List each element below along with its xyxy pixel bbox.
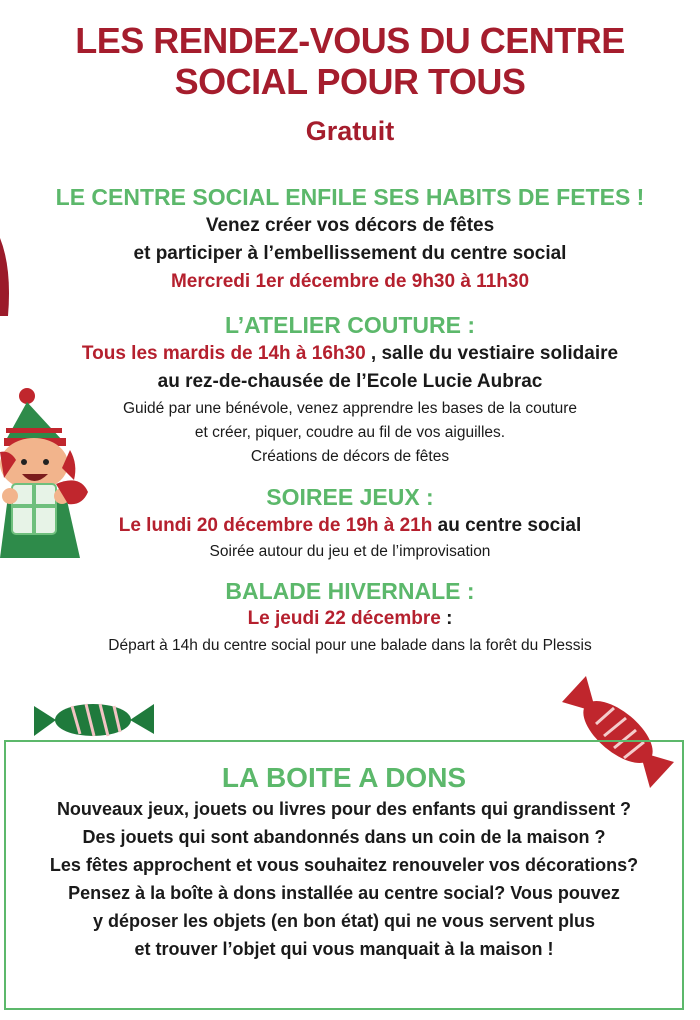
section1-line1: Venez créer vos décors de fêtes — [205, 215, 495, 236]
section3-location: au centre social — [432, 515, 582, 536]
section2-line1 — [0, 343, 700, 365]
section3-line1 — [0, 515, 700, 537]
page-title-line1: LES RENDEZ-VOUS DU CENTRE — [75, 20, 625, 61]
boite-a-dons-line: Les fêtes approchent et vous souhaitez renouveler vos décorations? — [49, 855, 639, 875]
section3-date: Le lundi 20 décembre de 19h à 21h — [118, 515, 433, 536]
boite-a-dons-line: Des jouets qui sont abandonnés dans un coin de la maison ? — [82, 827, 606, 847]
section2-desc2: et créer, piquer, coudre au fil de vos aiguilles. — [194, 424, 506, 441]
section3-desc1: Soirée autour du jeu et de l’improvisation — [209, 543, 491, 560]
page-title — [0, 20, 700, 102]
page-title-line2: SOCIAL POUR TOUS — [174, 61, 526, 102]
section2-desc1: Guidé par une bénévole, venez apprendre les bases de la couture — [122, 400, 578, 417]
boite-a-dons-box — [4, 740, 684, 1010]
section2-date: Tous les mardis de 14h à 16h30 — [81, 343, 366, 364]
section4-date: Le jeudi 22 décembre — [247, 608, 441, 629]
section-title-atelier-couture: L’ATELIER COUTURE : — [224, 312, 475, 338]
subtitle-free: Gratuit — [305, 116, 395, 146]
boite-a-dons-line: Pensez à la boîte à dons installée au centre social? Vous pouvez — [68, 883, 620, 903]
section-title-habits-fetes: LE CENTRE SOCIAL ENFILE SES HABITS DE FETES ! — [55, 184, 645, 210]
section4-desc1: Départ à 14h du centre social pour une balade dans la forêt du Plessis — [108, 637, 592, 654]
section2-desc3: Créations de décors de fêtes — [250, 448, 450, 465]
section1-line2: et participer à l’embellissement du centre social — [133, 243, 567, 264]
section2-location: , salle du vestiaire solidaire — [365, 343, 619, 364]
section-title-soiree-jeux: SOIREE JEUX : — [266, 484, 434, 510]
section1-date: Mercredi 1er décembre de 9h30 à 11h30 — [170, 271, 530, 292]
section-title-balade-hivernale: BALADE HIVERNALE : — [225, 578, 475, 604]
green-candy-icon — [34, 698, 154, 742]
boite-a-dons-line: et trouver l’objet qui vous manquait à la maison ! — [134, 939, 554, 959]
boite-a-dons-title: LA BOITE A DONS — [221, 762, 467, 793]
section2-line2: au rez-de-chausée de l’Ecole Lucie Aubrac — [157, 371, 543, 392]
section4-colon: : — [440, 608, 453, 629]
boite-a-dons-line: y déposer les objets (en bon état) qui ne vous servent plus — [92, 911, 596, 931]
boite-a-dons-line: Nouveaux jeux, jouets ou livres pour des enfants qui grandissent ? — [56, 799, 632, 819]
section4-line1 — [0, 608, 700, 630]
